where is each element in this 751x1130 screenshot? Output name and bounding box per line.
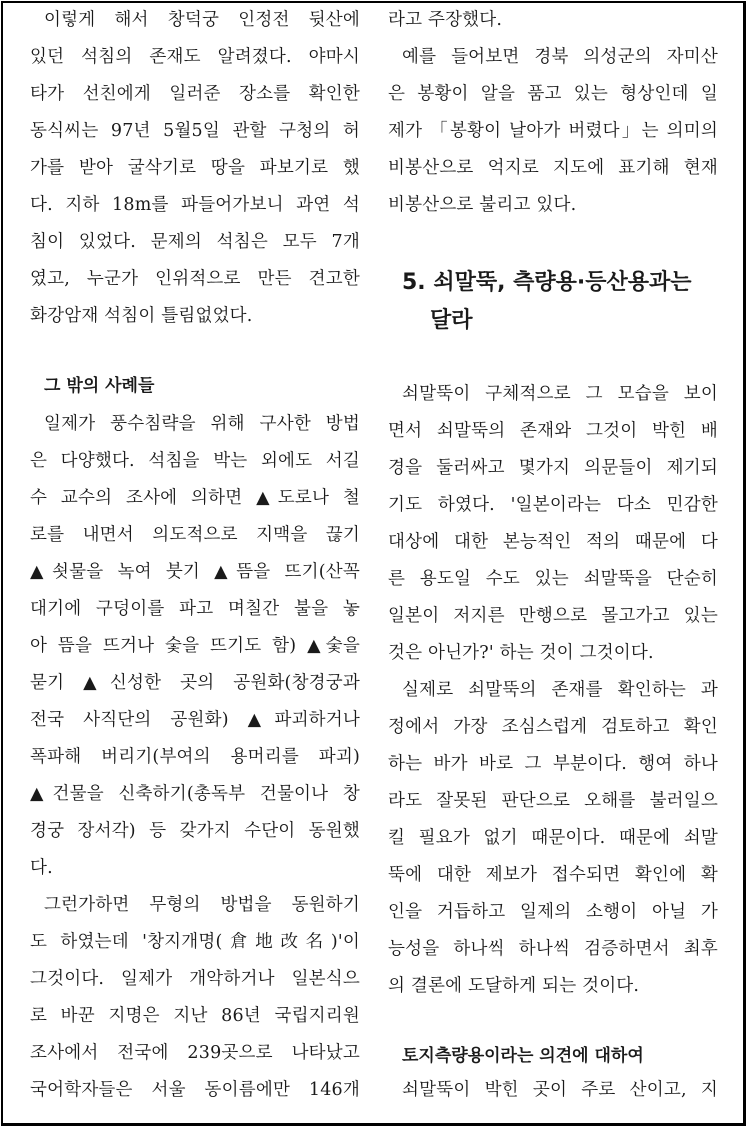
text-line: 킬 필요가 없기 때문이다. 때문에 쇠말 (388, 828, 718, 848)
text-line: 예를 들어보면 경북 의성군의 자미산 (402, 47, 718, 67)
subheading: 토지측량용이라는 의견에 대하여 (402, 1046, 644, 1066)
text-line: 정에서 가장 조심스럽게 검토하고 확인 (388, 717, 718, 737)
text-line: 뚝에 대한 제보가 접수되면 확인에 확 (388, 865, 718, 885)
text-line: 국어학자들은 서울 동이름에만 146개 (30, 1080, 360, 1100)
text-line: 것은 아닌가?' 하는 것이 그것이다. (388, 643, 654, 663)
text-line: 비봉산으로 불리고 있다. (388, 195, 577, 215)
text-line: 경궁 장서각) 등 갖가지 수단이 동원했 (30, 821, 360, 841)
text-line: ▲건물을 신축하기(총독부 건물이나 창 (30, 784, 360, 804)
text-line: 의 결론에 도달하게 되는 것이다. (388, 976, 640, 996)
text-line: 기도 하였다. '일본이라는 다소 민감한 (388, 495, 718, 515)
section-title-continued: 달라 (430, 308, 473, 333)
text-line: 조사에서 전국에 239곳으로 나타났고 (30, 1043, 360, 1063)
text-line: 타가 선친에게 일러준 장소를 확인한 (30, 84, 360, 104)
text-line: 그런가하면 무형의 방법을 동원하기 (44, 895, 360, 915)
text-line: 였고, 누군가 인위적으로 만든 견고한 (30, 269, 360, 289)
text-line: 비봉산으로 억지로 지도에 표기해 현재 (388, 158, 718, 178)
text-line: 실제로 쇠말뚝의 존재를 확인하는 과 (402, 680, 718, 700)
text-line: 침이 있었다. 문제의 석침은 모두 7개 (30, 232, 360, 252)
text-line: 전국 사직단의 공원화) ▲파괴하거나 (30, 710, 360, 730)
text-line: 라도 잘못된 판단으로 오해를 불러일으 (388, 791, 718, 811)
text-line: 그것이다. 일제가 개악하거나 일본식으 (30, 969, 360, 989)
text-line: 제가 「봉황이 날아가 버렸다」는 의미의 (388, 121, 718, 141)
text-line: 은 봉황이 알을 품고 있는 형상인데 일 (388, 84, 718, 104)
text-line: 능성을 하나씩 하나씩 검증하면서 최후 (388, 939, 718, 959)
section-title: 5. 쇠말뚝, 측량용·등산용과는 (402, 270, 692, 295)
text-line: 경을 둘러싸고 몇가지 의문들이 제기되 (388, 458, 718, 478)
text-line: 은 다양했다. 석침을 박는 외에도 서길 (30, 451, 360, 471)
text-line: 쇠말뚝이 구체적으로 그 모습을 보이 (402, 384, 718, 404)
text-line: 가를 받아 굴삭기로 땅을 파보기로 했 (30, 158, 360, 178)
text-line: 도 하였는데 '창지개명(倉地改名)'이 (30, 932, 360, 952)
text-line: 인을 거듭하고 일제의 소행이 아닐 가 (388, 902, 718, 922)
text-line: 면서 쇠말뚝의 존재와 그것이 박힌 배 (388, 421, 718, 441)
text-line: 하는 바가 바로 그 부분이다. 행여 하나 (388, 754, 718, 774)
text-line: ▲쇳물을 녹여 붓기 ▲뜸을 뜨기(산꼭 (30, 562, 360, 582)
text-line: 묻기 ▲신성한 곳의 공원화(창경궁과 (30, 673, 360, 693)
text-line: 화강암재 석침이 틀림없었다. (30, 306, 253, 326)
text-line: 폭파해 버리기(부여의 용머리를 파괴) (30, 747, 360, 767)
text-line: 동식씨는 97년 5월5일 관할 구청의 허 (30, 121, 360, 141)
text-line: 대상에 대한 본능적인 적의 때문에 다 (388, 532, 718, 552)
text-line: 일본이 저지른 만행으로 몰고가고 있는 (388, 606, 718, 626)
text-line: 일제가 풍수침략을 위해 구사한 방법 (44, 414, 360, 434)
text-line: 대기에 구덩이를 파고 며칠간 불을 놓 (30, 599, 360, 619)
text-line: 로 바꾼 지명은 지난 86년 국립지리원 (30, 1006, 360, 1026)
text-line: 라고 주장했다. (388, 10, 503, 30)
text-line: 이렇게 해서 창덕궁 인정전 뒷산에 (44, 10, 360, 30)
text-line: 다. (30, 858, 53, 878)
text-line: 쇠말뚝이 박힌 곳이 주로 산이고, 지 (402, 1080, 718, 1100)
text-line: 있던 석침의 존재도 알려졌다. 야마시 (30, 47, 360, 67)
text-line: 수 교수의 조사에 의하면 ▲도로나 철 (30, 488, 360, 508)
text-line: 아 뜸을 뜨거나 숯을 뜨기도 함) ▲숯을 (30, 636, 360, 656)
text-line: 른 용도일 수도 있는 쇠말뚝을 단순히 (388, 569, 718, 589)
subheading: 그 밖의 사례들 (44, 376, 155, 396)
text-line: 로를 내면서 의도적으로 지맥을 끊기 (30, 525, 360, 545)
text-line: 다. 지하 18m를 파들어가보니 과연 석 (30, 195, 360, 215)
